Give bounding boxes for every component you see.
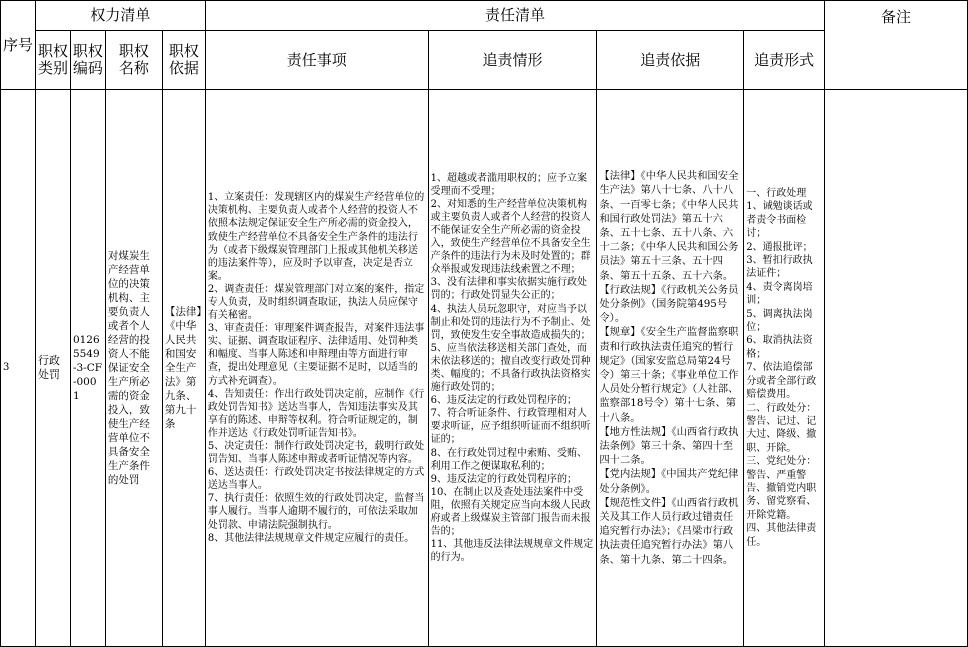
accountability-basis-header: 追责依据: [597, 31, 744, 90]
row-code: 01265549-3-CF-0001: [70, 90, 105, 647]
row-remarks: [825, 90, 968, 647]
row-accountability-cases: 1、超越或者滥用职权的；应予立案受理而不受理； 2、对知悉的生产经营单位决策机构或主要负责人或者个人经营的投资人不能保证安全生产所必需的资金投入，致使生产经营单位不具备安全生产条件的违法行为未及时处置的；群众举报或发现违法线索置之不理； 3、没有法律和事实依据实施行政处罚的；行政处罚显失公正的； 4、执法人员玩忽职守，对应当予以制止和处罚的违法行为不予制止、处罚，致使发生安全事故造成损失的； 5、应当依法移送相关部门查处，而未依法移送的；擅自改变行政处罚种类、幅度的；不具备行政执法资格实施行政处罚的； 6、违反法定的行政处罚程序的； 7、符合听证条件、行政管理相对人要求听证，应予组织听证而不组织听证的； 8、在行政处罚过程中索贿、受贿、利用工作之便谋取私利的； 9、违反法定的行政处罚程序的； 10、在制止以及查处违法案件中受阻，依照有关规定应当向本级人民政府或者上级煤炭主管部门报告而未报告的； 11、其他违反法律法规规章文件规定的行为。: [428, 90, 597, 647]
row-responsibility-items: 1、立案责任：发现辖区内的煤炭生产经营单位的决策机构、主要负责人或者个人经营的投资人不依照本法规定保证安全生产所必需的资金投入，致使生产经营单位不具备安全生产条件的违法行为（或者下级煤炭管理部门上报或其他机关移送的违法案件等），应及时予以审查，决定是否立案。 2、调查责任：煤炭管理部门对立案的案件，指定专人负责，及时组织调查取证，执法人员应保守有关秘密。 3、审查责任：审理案件调查报告，对案件违法事实、证据、调查取证程序、法律适用、处罚种类和幅度、当事人陈述和申辩理由等方面进行审查，提出处理意见（主要证据不足时，以适当的方式补充调查）。 4、告知责任：作出行政处罚决定前，应制作《行政处罚告知书》送达当事人，告知违法事实及其享有的陈述、申辩等权利。符合听证规定的，制作并送达《行政处罚听证告知书》。 5、决定责任：制作行政处罚决定书，载明行政处罚告知、当事人陈述申辩或者听证情况等内容。 6、送达责任：行政处罚决定书按法律规定的方式送达当事人。 7、执行责任：依照生效的行政处罚决定，监督当事人履行。当事人逾期不履行的，可依法采取加处罚款、申请法院强制执行。 8、其他法律法规规章文件规定应履行的责任。: [205, 90, 428, 647]
power-basis-header: 职权依据: [162, 31, 205, 90]
row-accountability-basis: 【法律】《中华人民共和国安全生产法》第八十七条、八十八条、一百零七条；《中华人民共和国行政处罚法》第五十六条、五十七条、五十八条、六十二条；《中华人民共和国公务员法》第五十三条、五十四条、第五十五条、五十六条。 【行政法规】《行政机关公务员处分条例》（国务院第495号令）。 【规章】《安全生产监督监察职责和行政执法责任追究的暂行规定》（国家安监总局第24号令）第三十条；《事业单位工作人员处分暂行规定》（人社部、监察部18号令）第十七条、第十八条。 【地方性法规】《山西省行政执法条例》第三十条、第四十至四十二条。 【党内法规】《中国共产党纪律处分条例》。 【规范性文件】《山西省行政机关及其工作人员行政过错责任追究暂行办法》；《吕梁市行政执法责任追究暂行办法》第八条、第十九条、第二十四条。: [597, 90, 744, 647]
responsibility-items-header: 责任事项: [205, 31, 428, 90]
power-category-header: 职权类别: [35, 31, 70, 90]
power-code-header: 职权编码: [70, 31, 105, 90]
row-category: 行政处罚: [35, 90, 70, 647]
power-name-header: 职权名称: [105, 31, 162, 90]
seq-header: 序号: [1, 1, 36, 90]
row-accountability-forms: 一、行政处理 1、诫勉谈话或者责令书面检讨； 2、通报批评； 3、暂扣行政执法证件； 4、责令离岗培训； 5、调离执法岗位； 6、取消执法资格； 7、依法追偿部分或者全部行政赔偿费用。 二、行政处分：警告、记过、记大过、降级、撤职、开除。 三、党纪处分：警告、严重警告、撤销党内职务、留党察看、开除党籍。 四、其他法律责任。: [744, 90, 825, 647]
remarks-header: 备注: [825, 1, 968, 90]
row-power-basis: 【法律】《中华人民共和国安全生产法》第九条、第九十条: [162, 90, 205, 647]
row-power-name: 对煤炭生产经营单位的决策机构、主要负责人或者个人经营的投资人不能保证安全生产所必需的资金投入，致使生产经营单位不具备安全生产条件的处罚: [105, 90, 162, 647]
responsibility-list-header: 责任清单: [205, 1, 824, 31]
power-list-header: 权力清单: [35, 1, 205, 31]
row-seq: 3: [1, 90, 36, 647]
accountability-forms-header: 追责形式: [744, 31, 825, 90]
accountability-cases-header: 追责情形: [428, 31, 597, 90]
